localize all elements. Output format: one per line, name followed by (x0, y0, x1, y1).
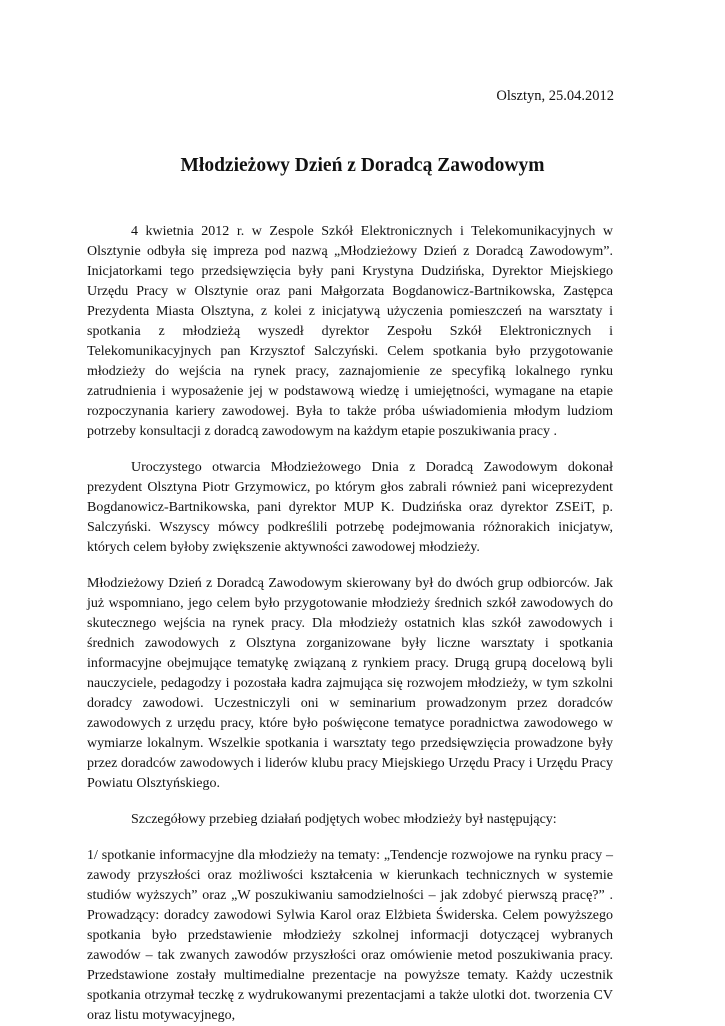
document-title: Młodzieżowy Dzień z Doradcą Zawodowym (180, 155, 545, 176)
paragraph-introduction: 4 kwietnia 2012 r. w Zespole Szkół Elektronicznych i Telekomunikacyjnych w Olsztynie odbyła się impreza pod nazwą „Młodzieżowy Dzień z Doradcą Zawodowym”. Inicjatorkami tego przedsięwzięcia były pani Krystyna Dudzińska, Dyrektor Miejskiego Urzędu Pracy w Olsztynie oraz pani Małgorzata Bogdanowicz-Bartnikowska, Zastępca Prezydenta Miasta Olsztyna, z kolei z inicjatywą użyczenia pomieszczeń na warsztaty i spotkania z młodzieżą wyszedł dyrektor Zespołu Szkół Elektronicznych i Telekomunikacyjnych pan Krzysztof Salczyński. Celem spotkania było przygotowanie młodzieży do wejścia na rynek pracy, zaznajomienie ze specyfiką lokalnego rynku zatrudnienia i wyposażenie jej w podstawową wiedzę i umiejętności, wymagane na etapie rozpoczynania kariery zawodowej. Była to także próba uświadomienia młodym ludziom potrzeby konsultacji z doradcą zawodowym na każdym etapie poszukiwania pracy . (87, 224, 613, 439)
paragraph-details-intro: Szczegółowy przebieg działań podjętych wobec młodzieży był następujący: (131, 812, 557, 827)
document-body (87, 222, 613, 1026)
document-date: Olsztyn, 25.04.2012 (496, 88, 614, 104)
paragraph-target-groups: Młodzieżowy Dzień z Doradcą Zawodowym skierowany był do dwóch grup odbiorców. Jak już wspomniano, jego celem było przygotowanie młodzieży średnich szkół zawodowych do skutecznego wejścia na rynek pracy. Dla młodzieży ostatnich klas szkół zawodowych i średnich zawodowych z Olsztyna zorganizowane były liczne warsztaty i spotkania informacyjne obejmujące tematykę związaną z rynkiem pracy. Drugą grupą docelową byli nauczyciele, pedagodzy i pozostała kadra zajmująca się rozwojem młodzieży, w tym szkolni doradcy zawodowi. Uczestniczyli oni w seminarium prowadzonym przez doradców zawodowych z urzędu pracy, które było poświęcone tematyce poradnictwa zawodowego w wymiarze lokalnym. Wszelkie spotkania i warsztaty tego przedsięwzięcia prowadzone były przez doradców zawodowych i liderów klubu pracy Miejskiego Urzędu Pracy i Urzędu Pracy Powiatu Olsztyńskiego. (87, 576, 613, 791)
paragraph-opening: Uroczystego otwarcia Młodzieżowego Dnia z Doradcą Zawodowym dokonał prezydent Olsztyna Piotr Grzymowicz, po którym głos zabrali również pani wiceprezydent Bogdanowicz-Bartnikowska, pani dyrektor MUP K. Dudzińska oraz dyrektor ZSEiT, p. Salczyński. Wszyscy mówcy podkreślili potrzebę podejmowania różnorakich inicjatyw, których celem byłoby zwiększenie aktywności zawodowej młodzieży. (87, 460, 613, 555)
paragraph-list-item-1: 1/ spotkanie informacyjne dla młodzieży na tematy: „Tendencje rozwojowe na rynku pracy – zawody przyszłości oraz możliwości kształcenia w kierunkach technicznych w systemie studiów wyższych” oraz „W poszukiwaniu samodzielności – jak zdobyć pierwszą pracę?” . Prowadzący: doradcy zawodowi Sylwia Karol oraz Elżbieta Świderska. Celem powyższego spotkania było przedstawienie młodzieży szkolnej informacji dotyczącej wybranych zawodów – tak zwanych zawodów przyszłości oraz omówienie metod poszukiwania pracy. Przedstawione zostały multimedialne prezentacje na powyższe tematy. Każdy uczestnik spotkania otrzymał teczkę z wydrukowanymi prezentacjami a także ulotki dot. tworzenia CV oraz listu motywacyjnego, (87, 848, 613, 1023)
